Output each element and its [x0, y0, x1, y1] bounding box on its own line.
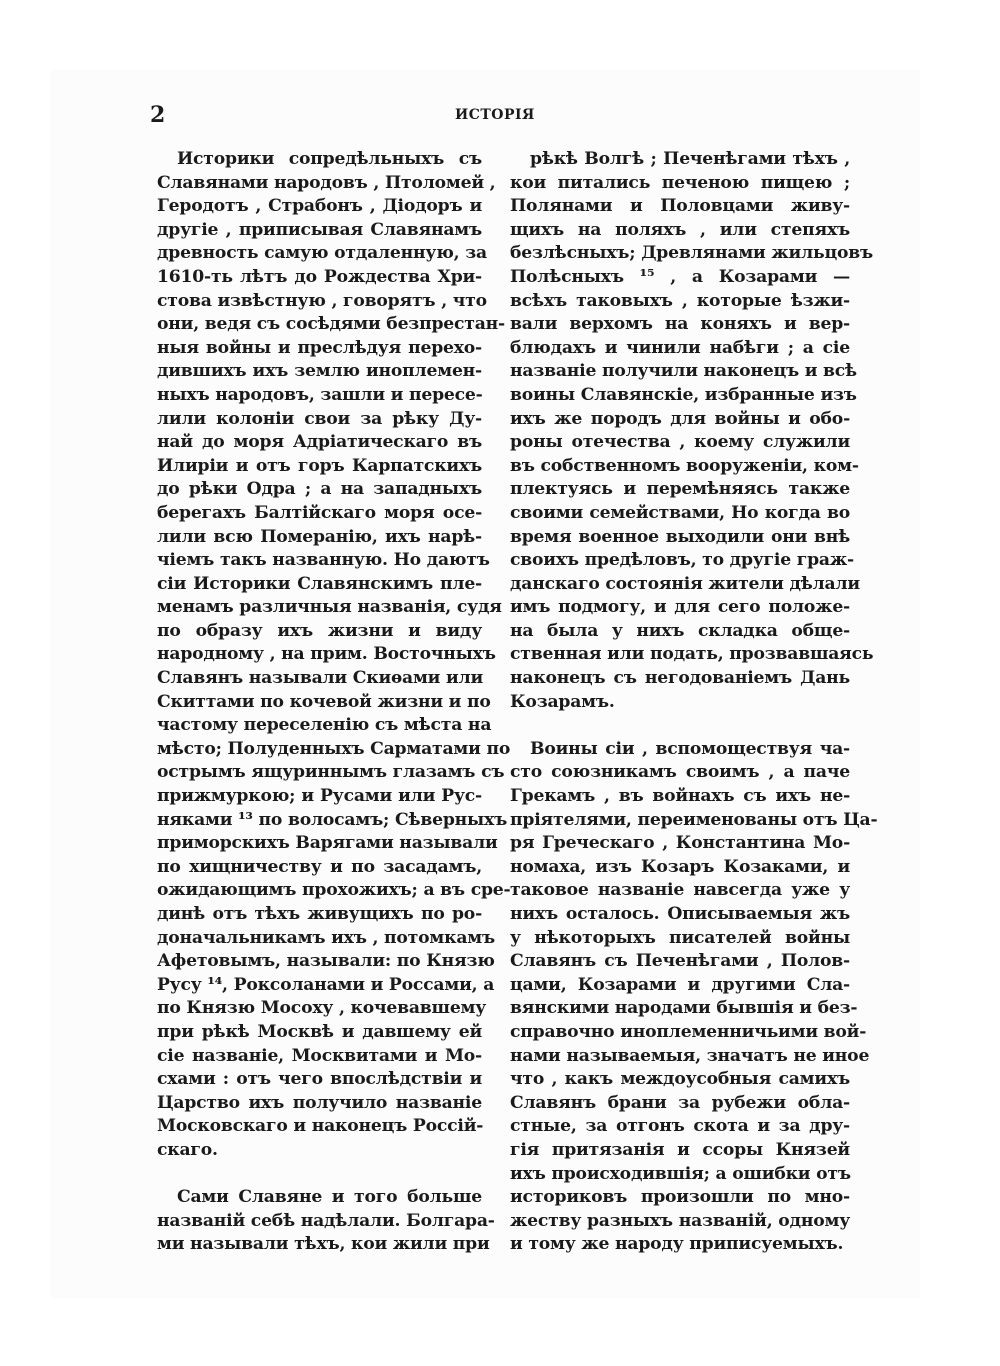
- text-line: номаха, изъ Козаръ Козаками, и: [510, 856, 850, 877]
- text-line: лили колоніи свои за рѣку Ду-: [157, 408, 482, 429]
- text-line: Полѣсныхъ ¹⁵ , а Козарами —: [510, 266, 850, 287]
- page-header: [150, 100, 850, 130]
- text-line: Славянами народовъ , Птоломей ,: [157, 172, 496, 193]
- paragraph-gap: [157, 1163, 482, 1187]
- text-line: и тому же народу приписуемыхъ.: [510, 1234, 844, 1255]
- text-line: сіи Историки Славянскимъ пле-: [157, 573, 482, 594]
- text-line: по образу ихъ жизни и виду: [157, 620, 482, 641]
- text-line: динѣ отъ тѣхъ живущихъ по ро-: [157, 904, 482, 924]
- paragraph: [157, 148, 511, 1163]
- text-line: ми называли тѣхъ, кои жили при: [157, 1234, 490, 1255]
- text-line: безлѣсныхъ; Древлянами жильцовъ: [510, 243, 873, 264]
- text-line: частому переселенію съ мѣста на: [157, 715, 492, 736]
- text-line: ныя войны и преслѣдуя перехо-: [157, 337, 482, 358]
- text-line: на была у нихъ складка обще-: [510, 620, 850, 641]
- text-line: Илиріи и отъ горъ Карпатскихъ: [157, 455, 482, 476]
- text-line: ственная или подать, прозвавшаясь: [510, 644, 874, 665]
- text-line: до рѣки Одра ; а на западныхъ: [157, 479, 482, 500]
- text-line: въ собственномъ вооруженіи, ком-: [510, 455, 859, 476]
- text-line: нихъ осталось. Описываемыя жъ: [510, 904, 850, 924]
- text-line: при рѣкѣ Москвѣ и давшему ей: [157, 1021, 482, 1042]
- text-line: няками ¹³ по волосамъ; Сѣверныхъ: [157, 809, 508, 830]
- text-line: берегахъ Балтійскаго моря осе-: [157, 502, 482, 523]
- page-number: 2: [150, 102, 166, 128]
- paragraph: [510, 738, 878, 1257]
- text-line: гія притязанія и ссоры Князей: [510, 1139, 850, 1160]
- text-line: вянскими народами бывшія и без-: [510, 998, 858, 1019]
- text-line: своихъ предѣловъ, то другіе граж-: [510, 550, 854, 571]
- text-line: ныхъ народовъ, зашли и пересе-: [157, 384, 483, 405]
- text-line: рѣкѣ Волгѣ ; Печенѣгами тѣхъ ,: [530, 149, 850, 169]
- text-line: Сами Славяне и того больше: [177, 1187, 482, 1208]
- text-line: 1610-ть лѣтъ до Рождества Хри-: [157, 266, 482, 287]
- text-line: они, ведя съ сосѣдями безпрестан-: [157, 314, 505, 335]
- text-line: щихъ на поляхъ , или степяхъ: [510, 219, 850, 240]
- text-line: всѣхъ таковыхъ , которые ѣзжи-: [510, 290, 850, 311]
- running-title: ИСТОРІЯ: [455, 107, 535, 123]
- text-line: скаго.: [157, 1139, 218, 1160]
- text-line: справочно иноплеменничьими вой-: [510, 1021, 867, 1042]
- text-line: историковъ произошли по мно-: [510, 1187, 850, 1208]
- text-line: Славянъ брани за рубежи обла-: [510, 1092, 850, 1113]
- text-line: названіе получили наконецъ и всѣ: [510, 361, 857, 382]
- text-line: таковое названіе навсегда уже у: [510, 880, 850, 901]
- text-line: схами : отъ чего впослѣдствіи и: [157, 1069, 482, 1090]
- text-line: лили всю Померанію, ихъ нарѣ-: [157, 526, 482, 547]
- text-line: наконецъ съ негодованіемъ Дань: [510, 668, 850, 689]
- text-line: жеству разныхъ названій, одному: [510, 1210, 850, 1231]
- text-line: роны отечества , коему служили: [510, 432, 850, 453]
- text-line: народному , на прим. Восточныхъ: [157, 644, 496, 665]
- text-line: кои питались печеною пищею ;: [510, 172, 850, 193]
- text-line: дившихъ ихъ землю иноплемен-: [157, 361, 482, 382]
- text-line: Козарамъ.: [510, 691, 615, 712]
- text-line: най до моря Адріатическаго въ: [157, 432, 482, 453]
- text-line: древность самую отдаленную, за: [157, 243, 487, 264]
- text-line: стова извѣстную , говорятъ , что: [157, 290, 487, 311]
- text-line: Воины сіи , вспомоществуя ча-: [530, 738, 850, 759]
- text-line: что , какъ междоусобныя самихъ: [510, 1069, 850, 1090]
- text-line: имъ подмогу, и для сего положе-: [510, 597, 850, 618]
- text-line: Геродотъ , Страбонъ , Діодоръ и: [157, 196, 482, 217]
- text-line: другіе , приписывая Славянамъ: [157, 219, 482, 240]
- text-line: мѣсто; Полуденныхъ Сарматами по: [157, 738, 511, 759]
- text-line: вали верхомъ на коняхъ и вер-: [510, 314, 850, 335]
- text-line: блюдахъ и чинили набѣги ; а сіе: [510, 337, 850, 358]
- right-column: [510, 148, 878, 1257]
- text-line: сіе названіе, Москвитами и Мо-: [157, 1045, 482, 1066]
- text-line: стные, за отгонъ скота и за дру-: [510, 1116, 850, 1137]
- text-line: плектуясь и перемѣняясь также: [510, 479, 850, 500]
- text-line: ожидающимъ прохожихъ; а въ сре-: [157, 880, 511, 901]
- text-line: ря Греческаго , Константина Мо-: [510, 833, 850, 854]
- text-line: Афетовымъ, называли: по Князю: [157, 951, 495, 972]
- text-line: Московскаго и наконецъ Россій-: [157, 1116, 484, 1137]
- text-line: сто союзникамъ своимъ , а паче: [510, 762, 850, 783]
- text-line: менамъ различныя названія, судя: [157, 597, 502, 618]
- text-line: доначальникамъ ихъ , потомкамъ: [157, 927, 495, 948]
- text-line: острымъ ящуриннымъ глазамъ съ: [157, 762, 505, 783]
- text-line: Царство ихъ получило названіе: [157, 1092, 482, 1113]
- text-line: Скиттами по кочевой жизни и по: [157, 691, 491, 712]
- text-line: своими семействами, Но когда во: [510, 502, 850, 523]
- text-line: цами, Козарами и другими Сла-: [510, 974, 850, 995]
- text-line: Русу ¹⁴, Роксоланами и Россами, а: [157, 974, 495, 995]
- paragraph: [510, 148, 874, 714]
- text-line: Грекамъ , въ войнахъ съ ихъ не-: [510, 786, 850, 807]
- text-line: ихъ же породъ для войны и обо-: [510, 408, 850, 429]
- text-line: нами называемыя, значатъ не иное: [510, 1045, 870, 1066]
- text-line: ихъ происходившія; а ошибки отъ: [510, 1163, 851, 1184]
- text-line: Полянами и Половцами живу-: [510, 196, 850, 217]
- text-line: время военное выходили они внѣ: [510, 526, 850, 547]
- text-line: по Князю Мосоху , кочевавшему: [157, 998, 487, 1019]
- text-line: названій себѣ надѣлали. Болгара-: [157, 1210, 495, 1231]
- left-column: [157, 148, 511, 1257]
- text-line: воины Славянскіе, избранные изъ: [510, 384, 857, 405]
- text-line: прижмуркою; и Русами или Рус-: [157, 786, 482, 807]
- text-line: чіемъ такъ названную. Но даютъ: [157, 550, 490, 571]
- text-line: по хищничеству и по засадамъ,: [157, 856, 482, 877]
- paragraph: [157, 1186, 495, 1257]
- text-line: Историки сопредѣльныхъ съ: [177, 149, 482, 169]
- text-line: данскаго состоянія жители дѣлали: [510, 573, 860, 594]
- text-line: приморскихъ Варягами называли: [157, 833, 498, 854]
- text-line: Славянъ съ Печенѣгами , Полов-: [510, 951, 850, 972]
- text-line: у нѣкоторыхъ писателей войны: [510, 927, 850, 948]
- text-line: Славянъ называли Скиѳами или: [157, 668, 484, 689]
- paragraph-gap: [510, 714, 850, 738]
- text-line: пріятелями, переименованы отъ Ца-: [510, 809, 878, 830]
